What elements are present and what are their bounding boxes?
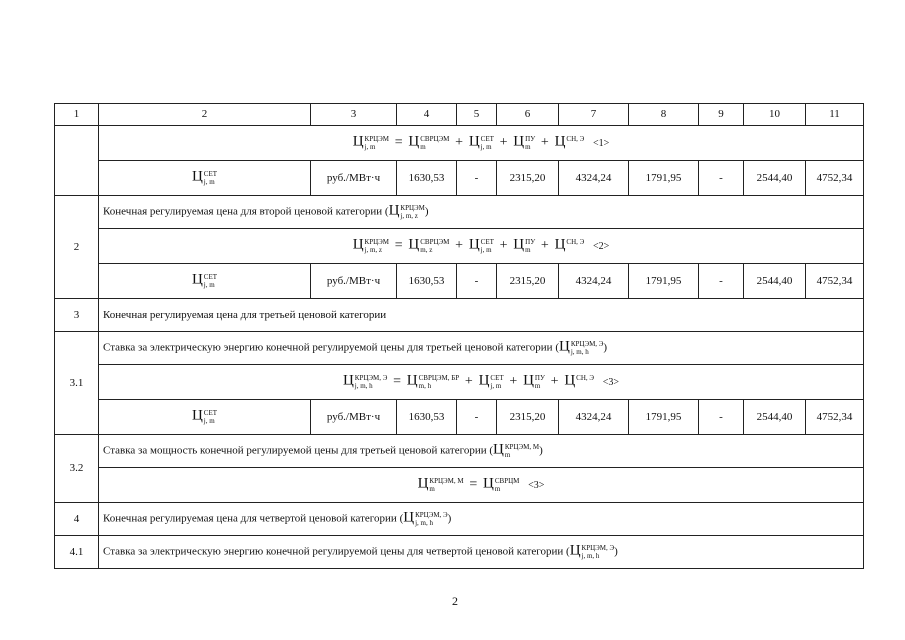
value-cell: 4324,24 — [559, 161, 629, 196]
row-label: Ставка за электрическую энергию конечной регулируемой цены для третьей ценовой категории (Ц КРЦЭМ, Э j, m, h ) — [99, 332, 864, 365]
value-cell: 2315,20 — [497, 264, 559, 299]
footnote-ref: <3> — [528, 479, 545, 491]
value-cell: - — [699, 161, 744, 196]
value-cell: 1630,53 — [397, 161, 457, 196]
formula-4: Ц КРЦЭМ, М m = Ц СВРЦМ m <3> — [99, 468, 864, 503]
row-number: 4 — [55, 503, 99, 536]
row-label: Ставка за электрическую энергию конечной регулируемой цены для четвертой ценовой категории (Ц КРЦЭМ, Э j, m, h ) — [99, 536, 864, 569]
unit-cell: руб./МВт·ч — [311, 161, 397, 196]
value-cell: 2315,20 — [497, 400, 559, 435]
value-cell: 2315,20 — [497, 161, 559, 196]
row-number: 3.2 — [55, 435, 99, 503]
row-3-1-label — [55, 332, 864, 365]
value-row-1 — [55, 161, 864, 196]
col-header: 4 — [397, 104, 457, 126]
value-cell: - — [457, 161, 497, 196]
value-cell: 4324,24 — [559, 264, 629, 299]
set-symbol: Ц СЕТ j, m — [99, 400, 311, 435]
col-header: 11 — [806, 104, 864, 126]
row-3-2-label — [55, 435, 864, 468]
value-cell: - — [457, 264, 497, 299]
row-4-label — [55, 503, 864, 536]
header-row — [55, 104, 864, 126]
set-symbol: Ц СЕТ j, m — [99, 264, 311, 299]
value-cell: 2544,40 — [744, 400, 806, 435]
formula-2: Ц КРЦЭМ j, m, z = Ц СВРЦЭМ m, z + Ц СЕТ j, m + Ц ПУ m + Ц СН, Э <2> — [99, 229, 864, 264]
value-cell: 2544,40 — [744, 161, 806, 196]
row-3-label — [55, 299, 864, 332]
value-cell: - — [699, 264, 744, 299]
row-label: Конечная регулируемая цена для третьей ценовой категории — [99, 299, 864, 332]
value-cell: 4752,34 — [806, 400, 864, 435]
value-cell: 1791,95 — [629, 264, 699, 299]
value-cell: 4752,34 — [806, 161, 864, 196]
formula-row-1 — [55, 126, 864, 161]
value-cell: 1630,53 — [397, 400, 457, 435]
footnote-ref: <2> — [593, 240, 610, 252]
value-cell: - — [699, 400, 744, 435]
row-label: Конечная регулируемая цена для четвертой ценовой категории (Ц КРЦЭМ, Э j, m, h ) — [99, 503, 864, 536]
col-header: 9 — [699, 104, 744, 126]
unit-cell: руб./МВт·ч — [311, 264, 397, 299]
value-cell: 2544,40 — [744, 264, 806, 299]
tariff-table — [54, 103, 864, 569]
value-cell: 1630,53 — [397, 264, 457, 299]
value-cell: 1791,95 — [629, 161, 699, 196]
value-cell: 1791,95 — [629, 400, 699, 435]
value-row-2 — [55, 264, 864, 299]
row-number: 2 — [55, 196, 99, 299]
col-header: 5 — [457, 104, 497, 126]
row-label: Конечная регулируемая цена для второй ценовой категории (Ц КРЦЭМ j, m, z ) — [99, 196, 864, 229]
formula-3: Ц КРЦЭМ, Э j, m, h = Ц СВРЦЭМ, БР m, h + Ц СЕТ j, m + Ц ПУ m + Ц СН, Э <3> — [99, 365, 864, 400]
value-cell: 4752,34 — [806, 264, 864, 299]
page-number: 2 — [452, 594, 458, 608]
row-2-label — [55, 196, 864, 229]
footnote-ref: <1> — [593, 137, 610, 149]
col-header: 10 — [744, 104, 806, 126]
row-number: 3.1 — [55, 332, 99, 435]
row-number: 3 — [55, 299, 99, 332]
formula-row-3 — [55, 365, 864, 400]
unit-cell: руб./МВт·ч — [311, 400, 397, 435]
formula-1: Ц КРЦЭМ j, m = Ц СВРЦЭМ m + Ц СЕТ j, m + Ц ПУ m + Ц СН, Э <1> — [99, 126, 864, 161]
col-header: 3 — [311, 104, 397, 126]
row-number-cell — [55, 126, 99, 196]
formula-row-4 — [55, 468, 864, 503]
set-symbol: Ц СЕТ j, m — [99, 161, 311, 196]
row-4-1-label — [55, 536, 864, 569]
value-cell: - — [457, 400, 497, 435]
row-label: Ставка за мощность конечной регулируемой цены для третьей ценовой категории (Ц КРЦЭМ, М m ) — [99, 435, 864, 468]
col-header: 6 — [497, 104, 559, 126]
col-header: 1 — [55, 104, 99, 126]
row-number: 4.1 — [55, 536, 99, 569]
col-header: 7 — [559, 104, 629, 126]
col-header: 2 — [99, 104, 311, 126]
value-cell: 4324,24 — [559, 400, 629, 435]
footnote-ref: <3> — [602, 376, 620, 388]
formula-row-2 — [55, 229, 864, 264]
col-header: 8 — [629, 104, 699, 126]
value-row-3 — [55, 400, 864, 435]
